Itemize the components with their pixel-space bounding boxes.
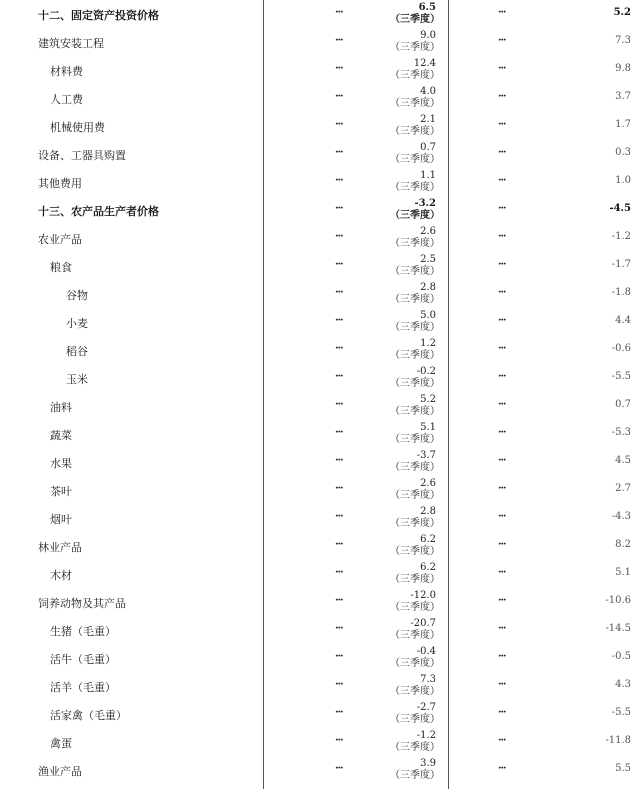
col-placeholder-1: ··· — [335, 259, 343, 270]
col-placeholder-1: ··· — [335, 287, 343, 298]
table-row — [0, 532, 641, 560]
row-label: 茶叶 — [50, 485, 72, 498]
quarter-value: 0.7 — [420, 142, 436, 153]
quarter-value-cell — [390, 422, 438, 446]
row-label: 蔬菜 — [50, 429, 72, 442]
quarter-value: -12.0 — [410, 590, 436, 601]
table-row — [0, 588, 641, 616]
quarter-value-cell — [390, 366, 438, 390]
last-column-value: 3.7 — [615, 91, 631, 102]
col-placeholder-1: ··· — [335, 35, 343, 46]
quarter-value: 2.1 — [420, 114, 436, 125]
quarter-value: -3.2 — [414, 198, 436, 209]
quarter-value-cell — [390, 58, 438, 82]
last-column-value: -5.3 — [611, 427, 631, 438]
quarter-value-cell — [390, 450, 438, 474]
quarter-note: （三季度） — [390, 210, 440, 221]
col-placeholder-3: ··· — [498, 7, 506, 18]
quarter-value: 2.5 — [420, 254, 436, 265]
col-placeholder-1: ··· — [335, 203, 343, 214]
col-placeholder-1: ··· — [335, 539, 343, 550]
col-placeholder-3: ··· — [498, 567, 506, 578]
col-placeholder-3: ··· — [498, 175, 506, 186]
last-column-value: -4.3 — [611, 511, 631, 522]
table-row — [0, 644, 641, 672]
row-label: 林业产品 — [38, 541, 82, 554]
quarter-value-cell — [390, 30, 438, 54]
col-placeholder-3: ··· — [498, 483, 506, 494]
quarter-value: 6.2 — [420, 534, 436, 545]
quarter-value-cell — [390, 282, 438, 306]
last-column-value: -0.6 — [611, 343, 631, 354]
quarter-value: -0.2 — [416, 366, 436, 377]
col-placeholder-3: ··· — [498, 63, 506, 74]
col-placeholder-3: ··· — [498, 203, 506, 214]
quarter-value-cell — [390, 198, 438, 222]
table-row — [0, 308, 641, 336]
col-placeholder-3: ··· — [498, 35, 506, 46]
col-placeholder-1: ··· — [335, 399, 343, 410]
col-placeholder-3: ··· — [498, 119, 506, 130]
row-label: 十三、农产品生产者价格 — [38, 205, 159, 218]
quarter-value: 3.9 — [420, 758, 436, 769]
col-placeholder-3: ··· — [498, 707, 506, 718]
last-column-value: 7.3 — [615, 35, 631, 46]
row-label: 活家禽（毛重） — [50, 709, 127, 722]
quarter-value-cell — [390, 338, 438, 362]
quarter-value: 4.0 — [420, 86, 436, 97]
row-label: 材料费 — [50, 65, 83, 78]
row-label: 饲养动物及其产品 — [38, 597, 126, 610]
row-label: 机械使用费 — [50, 121, 105, 134]
last-column-value: -1.8 — [611, 287, 631, 298]
quarter-value-cell — [390, 478, 438, 502]
row-label: 生猪（毛重） — [50, 625, 116, 638]
last-column-value: 4.4 — [615, 315, 631, 326]
col-placeholder-3: ··· — [498, 343, 506, 354]
table-row — [0, 56, 641, 84]
row-label: 渔业产品 — [38, 765, 82, 778]
quarter-note: （三季度） — [390, 490, 440, 501]
col-placeholder-3: ··· — [498, 735, 506, 746]
col-placeholder-1: ··· — [335, 623, 343, 634]
quarter-value: 2.8 — [420, 506, 436, 517]
row-label: 其他费用 — [38, 177, 82, 190]
last-column-value: 5.5 — [615, 763, 631, 774]
col-placeholder-3: ··· — [498, 763, 506, 774]
row-label: 粮食 — [50, 261, 72, 274]
row-label: 木材 — [50, 569, 72, 582]
table-row — [0, 140, 641, 168]
quarter-note: （三季度） — [390, 322, 440, 333]
last-column-value: -5.5 — [611, 371, 631, 382]
quarter-value-cell — [390, 394, 438, 418]
row-label: 稻谷 — [66, 345, 88, 358]
col-placeholder-1: ··· — [335, 371, 343, 382]
quarter-value-cell — [390, 506, 438, 530]
quarter-value: 1.2 — [420, 338, 436, 349]
col-placeholder-1: ··· — [335, 231, 343, 242]
table-row — [0, 168, 641, 196]
quarter-value-cell — [390, 170, 438, 194]
col-placeholder-3: ··· — [498, 91, 506, 102]
col-placeholder-3: ··· — [498, 147, 506, 158]
last-column-value: 4.3 — [615, 679, 631, 690]
col-placeholder-1: ··· — [335, 483, 343, 494]
quarter-note: （三季度） — [390, 154, 440, 165]
row-label: 烟叶 — [50, 513, 72, 526]
quarter-note: （三季度） — [390, 434, 440, 445]
col-placeholder-3: ··· — [498, 371, 506, 382]
quarter-value-cell — [390, 2, 438, 26]
table-row — [0, 448, 641, 476]
quarter-value: -2.7 — [416, 702, 436, 713]
col-placeholder-3: ··· — [498, 427, 506, 438]
quarter-value: 9.0 — [420, 30, 436, 41]
col-placeholder-3: ··· — [498, 511, 506, 522]
quarter-value-cell — [390, 254, 438, 278]
quarter-note: （三季度） — [390, 378, 440, 389]
table-row — [0, 196, 641, 224]
quarter-value-cell — [390, 114, 438, 138]
last-column-value: 8.2 — [615, 539, 631, 550]
last-column-value: 1.7 — [615, 119, 631, 130]
quarter-note: （三季度） — [390, 462, 440, 473]
col-placeholder-3: ··· — [498, 623, 506, 634]
col-placeholder-3: ··· — [498, 399, 506, 410]
row-label: 活牛（毛重） — [50, 653, 116, 666]
quarter-note: （三季度） — [390, 266, 440, 277]
quarter-value: 2.8 — [420, 282, 436, 293]
quarter-value: 7.3 — [420, 674, 436, 685]
table-row — [0, 504, 641, 532]
quarter-value: 6.5 — [418, 2, 436, 13]
last-column-value: 2.7 — [615, 483, 631, 494]
col-placeholder-3: ··· — [498, 595, 506, 606]
quarter-note: （三季度） — [390, 742, 440, 753]
quarter-note: （三季度） — [390, 630, 440, 641]
last-column-value: -11.8 — [605, 735, 631, 746]
quarter-value: 2.6 — [420, 478, 436, 489]
col-placeholder-3: ··· — [498, 651, 506, 662]
quarter-note: （三季度） — [390, 546, 440, 557]
quarter-note: （三季度） — [390, 98, 440, 109]
quarter-note: （三季度） — [390, 770, 440, 781]
quarter-value-cell — [390, 646, 438, 670]
quarter-value-cell — [390, 702, 438, 726]
quarter-value: -20.7 — [410, 618, 436, 629]
table-row — [0, 252, 641, 280]
quarter-value: 2.6 — [420, 226, 436, 237]
col-placeholder-3: ··· — [498, 287, 506, 298]
quarter-value: 5.2 — [420, 394, 436, 405]
quarter-note: （三季度） — [390, 294, 440, 305]
quarter-note: （三季度） — [390, 686, 440, 697]
col-placeholder-1: ··· — [335, 7, 343, 18]
row-label: 设备、工器具购置 — [38, 149, 126, 162]
quarter-value-cell — [390, 618, 438, 642]
col-placeholder-1: ··· — [335, 119, 343, 130]
quarter-value: -1.2 — [416, 730, 436, 741]
last-column-value: -5.5 — [611, 707, 631, 718]
quarter-note: （三季度） — [390, 14, 440, 25]
quarter-value-cell — [390, 310, 438, 334]
col-placeholder-1: ··· — [335, 763, 343, 774]
last-column-value: 0.7 — [615, 399, 631, 410]
row-label: 小麦 — [66, 317, 88, 330]
row-label: 十二、固定资产投资价格 — [38, 9, 159, 22]
last-column-value: 5.2 — [613, 7, 631, 18]
quarter-value: 12.4 — [413, 58, 436, 69]
col-placeholder-1: ··· — [335, 315, 343, 326]
quarter-note: （三季度） — [390, 182, 440, 193]
quarter-value-cell — [390, 674, 438, 698]
row-label: 水果 — [50, 457, 72, 470]
quarter-value-cell — [390, 562, 438, 586]
quarter-note: （三季度） — [390, 602, 440, 613]
col-placeholder-1: ··· — [335, 651, 343, 662]
quarter-note: （三季度） — [390, 714, 440, 725]
quarter-note: （三季度） — [390, 238, 440, 249]
row-label: 谷物 — [66, 289, 88, 302]
row-label: 人工费 — [50, 93, 83, 106]
col-placeholder-3: ··· — [498, 259, 506, 270]
col-placeholder-1: ··· — [335, 511, 343, 522]
row-label: 玉米 — [66, 373, 88, 386]
table-row — [0, 560, 641, 588]
table-row — [0, 280, 641, 308]
quarter-note: （三季度） — [390, 518, 440, 529]
quarter-value-cell — [390, 226, 438, 250]
table-row — [0, 28, 641, 56]
row-label: 禽蛋 — [50, 737, 72, 750]
last-column-value: -1.2 — [611, 231, 631, 242]
table-row — [0, 0, 641, 28]
col-placeholder-3: ··· — [498, 315, 506, 326]
table-row — [0, 616, 641, 644]
quarter-value-cell — [390, 758, 438, 782]
last-column-value: 4.5 — [615, 455, 631, 466]
table-row — [0, 672, 641, 700]
quarter-value: 1.1 — [420, 170, 436, 181]
col-placeholder-3: ··· — [498, 539, 506, 550]
col-placeholder-1: ··· — [335, 567, 343, 578]
quarter-value: -3.7 — [416, 450, 436, 461]
last-column-value: -10.6 — [605, 595, 631, 606]
last-column-value: 0.3 — [615, 147, 631, 158]
table-row — [0, 700, 641, 728]
col-placeholder-1: ··· — [335, 63, 343, 74]
quarter-value-cell — [390, 86, 438, 110]
col-placeholder-1: ··· — [335, 707, 343, 718]
table-row — [0, 364, 641, 392]
last-column-value: -0.5 — [611, 651, 631, 662]
quarter-value-cell — [390, 730, 438, 754]
last-column-value: 1.0 — [615, 175, 631, 186]
quarter-note: （三季度） — [390, 350, 440, 361]
col-placeholder-1: ··· — [335, 679, 343, 690]
quarter-note: （三季度） — [390, 42, 440, 53]
quarter-note: （三季度） — [390, 70, 440, 81]
col-placeholder-1: ··· — [335, 343, 343, 354]
table-row — [0, 420, 641, 448]
last-column-value: -14.5 — [605, 623, 631, 634]
col-placeholder-3: ··· — [498, 455, 506, 466]
quarter-note: （三季度） — [390, 126, 440, 137]
col-placeholder-1: ··· — [335, 455, 343, 466]
col-placeholder-1: ··· — [335, 427, 343, 438]
table-row — [0, 728, 641, 756]
quarter-value: 5.0 — [420, 310, 436, 321]
col-placeholder-1: ··· — [335, 595, 343, 606]
quarter-value: 6.2 — [420, 562, 436, 573]
table-row — [0, 756, 641, 784]
quarter-value-cell — [390, 534, 438, 558]
last-column-value: -4.5 — [609, 203, 631, 214]
col-placeholder-1: ··· — [335, 735, 343, 746]
col-placeholder-3: ··· — [498, 679, 506, 690]
quarter-value-cell — [390, 142, 438, 166]
quarter-value-cell — [390, 590, 438, 614]
table-row — [0, 224, 641, 252]
last-column-value: 9.8 — [615, 63, 631, 74]
row-label: 建筑安装工程 — [38, 37, 104, 50]
row-label: 油料 — [50, 401, 72, 414]
quarter-note: （三季度） — [390, 658, 440, 669]
col-placeholder-3: ··· — [498, 231, 506, 242]
table-row — [0, 476, 641, 504]
quarter-value: -0.4 — [416, 646, 436, 657]
last-column-value: 5.1 — [615, 567, 631, 578]
last-column-value: -1.7 — [611, 259, 631, 270]
row-label: 农业产品 — [38, 233, 82, 246]
quarter-note: （三季度） — [390, 406, 440, 417]
table-row — [0, 112, 641, 140]
row-label: 活羊（毛重） — [50, 681, 116, 694]
quarter-value: 5.1 — [420, 422, 436, 433]
table-row — [0, 336, 641, 364]
col-placeholder-1: ··· — [335, 147, 343, 158]
table-row — [0, 84, 641, 112]
quarter-note: （三季度） — [390, 574, 440, 585]
col-placeholder-1: ··· — [335, 175, 343, 186]
table-row — [0, 392, 641, 420]
col-placeholder-1: ··· — [335, 91, 343, 102]
